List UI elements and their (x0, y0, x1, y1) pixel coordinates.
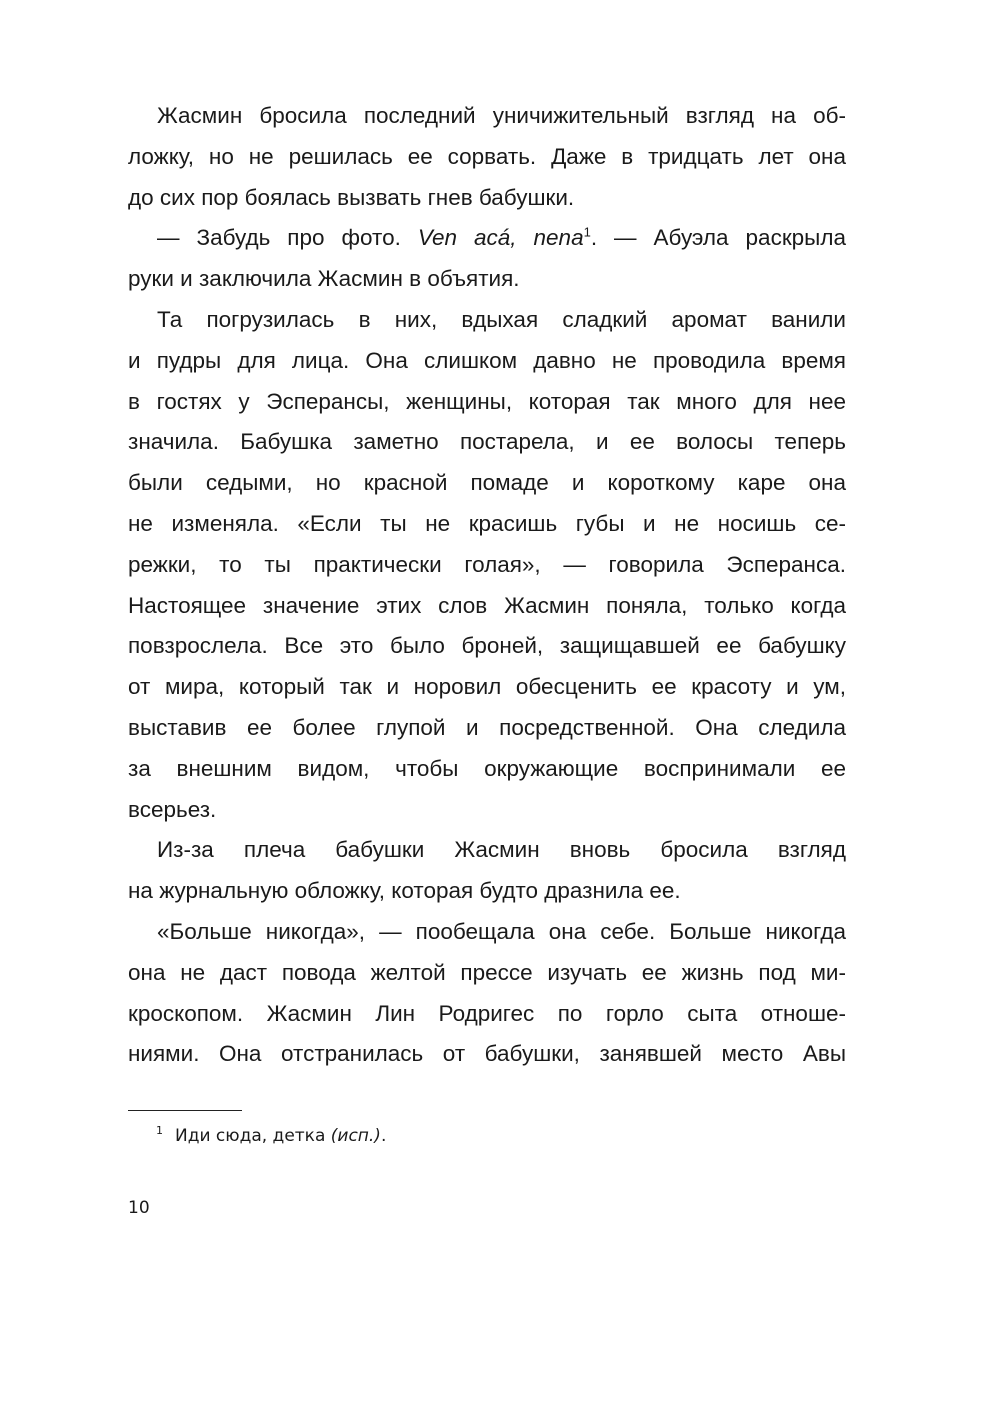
spanish-phrase: Ven acá, nena (417, 225, 584, 251)
text-line: выставив ее более глупой и посредственной. Она следила (128, 714, 846, 740)
footnote-reference: 1 (583, 224, 591, 240)
text-line: ложку, но не решилась ее сорвать. Даже в тридцать лет она (128, 143, 846, 169)
footnote-text: Иди сюда, детка (175, 1126, 331, 1146)
text-line: Та погрузилась в них, вдыхая сладкий аромат ванили (157, 306, 846, 332)
footnote-divider (128, 1110, 242, 1111)
text-line: руки и заключила Жасмин в объятия. (128, 266, 520, 292)
text-line: в гостях у Эсперансы, женщины, которая так много для нее (128, 388, 846, 414)
footnote-mark: 1 (156, 1124, 163, 1138)
paragraph-1 (128, 96, 846, 218)
text-line: ниями. Она отстранилась от бабушки, занявшей место Авы (128, 1041, 846, 1067)
text-line: на журнальную обложку, которая будто дразнила ее. (128, 878, 681, 904)
quote-end: . — Абуэла раскрыла (590, 225, 846, 251)
text-line: всерьез. (128, 796, 217, 822)
text-line: и пудры для лица. Она слишком давно не проводила время (128, 347, 846, 373)
footnote-language-note: (исп.) (330, 1126, 381, 1146)
text-line: за внешним видом, чтобы окружающие воспринимали ее (128, 755, 846, 781)
paragraph-3 (128, 300, 846, 830)
paragraph-5 (128, 912, 846, 1075)
text-line: значила. Бабушка заметно постарела, и ее волосы теперь (128, 429, 846, 455)
text-line: не изменяла. «Если ты не красишь губы и не носишь се- (128, 510, 846, 536)
paragraph-2 (128, 218, 846, 300)
text-line: «Больше никогда», — пообещала она себе. Больше никогда (157, 918, 846, 944)
text-line: Настоящее значение этих слов Жасмин поняла, только когда (128, 592, 846, 618)
text-line (128, 218, 846, 259)
text-line: режки, то ты практически голая», — говорила Эсперанса. (128, 551, 846, 577)
paragraph-4 (128, 830, 846, 912)
text-line: от мира, который так и норовил обесценить ее красоту и ум, (128, 674, 846, 700)
text-line: Из-за плеча бабушки Жасмин вновь бросила взгляд (157, 837, 846, 863)
text-line: повзрослела. Все это было броней, защищавшей ее бабушку (128, 633, 846, 659)
text-line: кроскопом. Жасмин Лин Родригес по горло сыта отноше- (128, 1000, 846, 1026)
text-line: были седыми, но красной помаде и короткому каре она (128, 470, 846, 496)
page-number: 10 (128, 1198, 150, 1218)
text-line: она не даст повода желтой прессе изучать ее жизнь под ми- (128, 959, 846, 985)
footnote (156, 1124, 386, 1148)
text-line: до сих пор боялась вызвать гнев бабушки. (128, 184, 575, 210)
footnote-period: . (380, 1126, 387, 1146)
body-text (128, 96, 846, 1075)
text-line: Жасмин бросила последний уничижительный взгляд на об- (157, 103, 846, 128)
quote-start: — Забудь про фото. (157, 225, 418, 251)
